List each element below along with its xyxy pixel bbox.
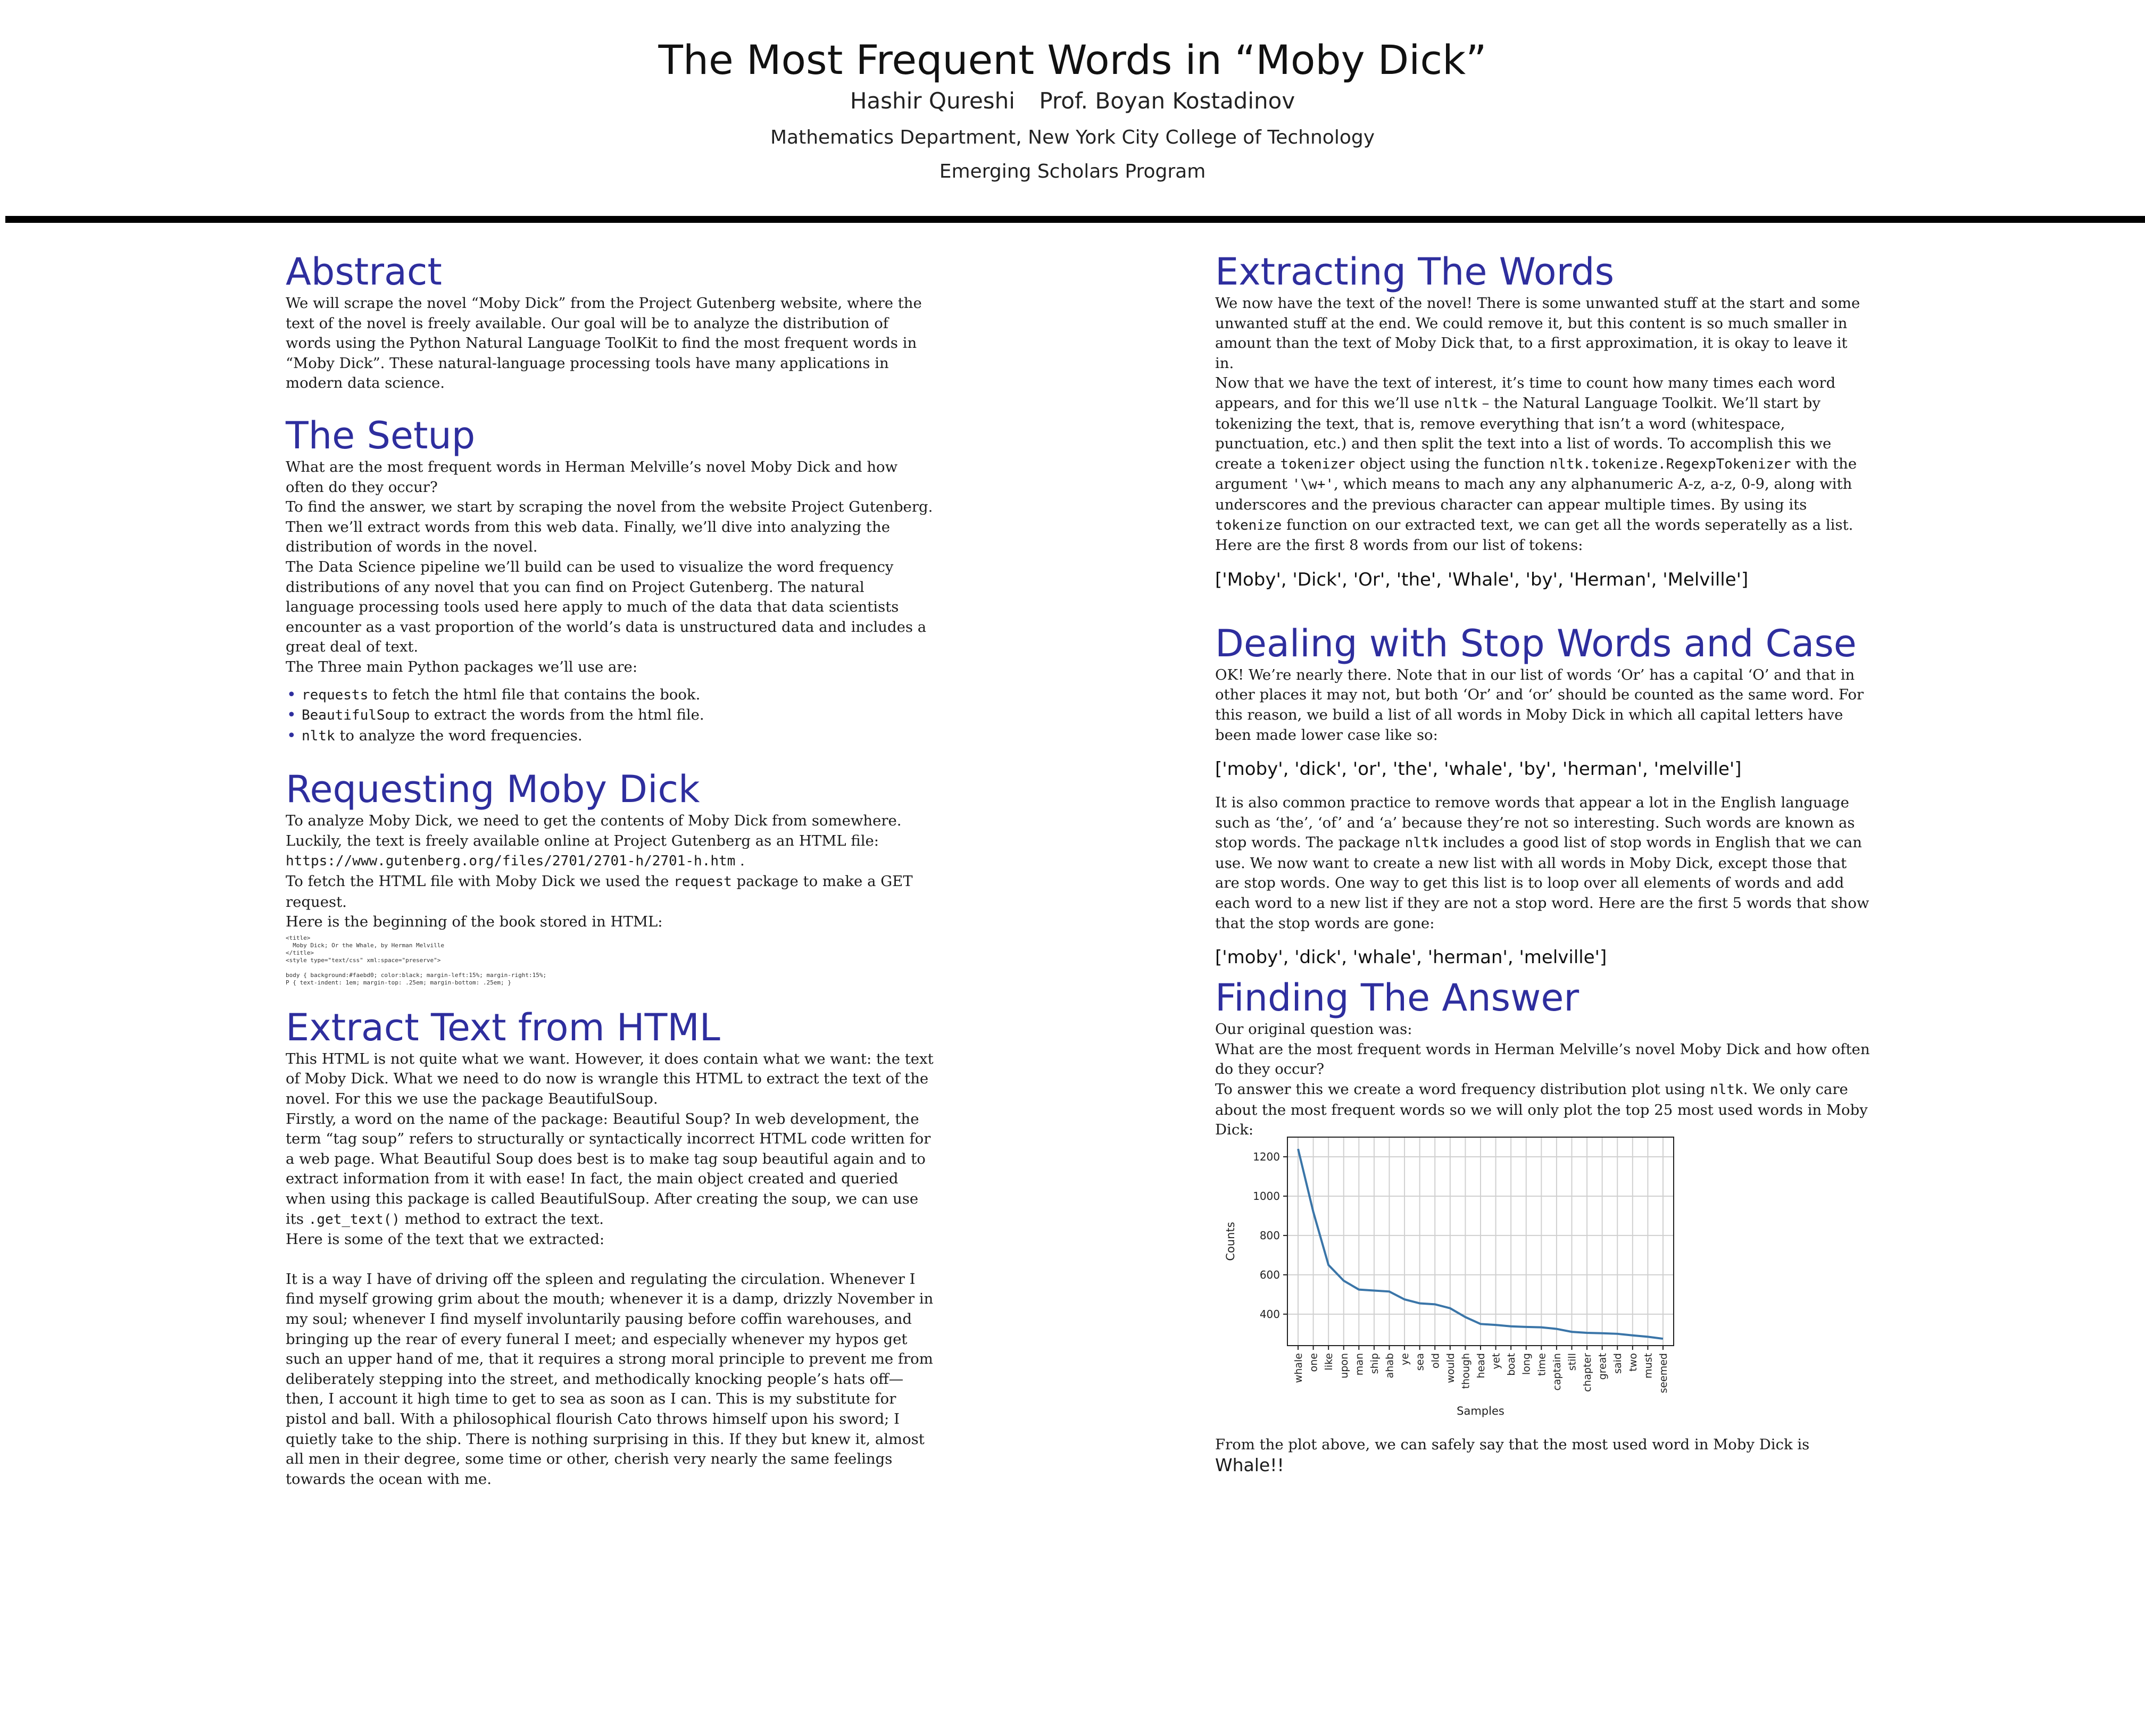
- chart-svg: [1221, 1128, 1684, 1420]
- x-tick-label: captain: [1551, 1353, 1563, 1391]
- x-tick-label: must: [1642, 1353, 1655, 1379]
- package-list: [286, 685, 937, 747]
- section-heading: Extracting The Words: [1215, 250, 1615, 294]
- bullet-icon: •: [287, 726, 296, 745]
- paragraph: To analyze Moby Dick, we need to get the contents of Moby Dick from somewhere. Luckily, the text is freely available online at Project Gutenberg as an HTML file:: [286, 812, 902, 849]
- paragraph: What are the most frequent words in Herman Melville’s novel Moby Dick and how often do they occur?: [286, 458, 898, 496]
- text-span: From the plot above, we can safely say that the most used word in Moby Dick is: [1215, 1436, 1810, 1453]
- x-tick-label: chapter: [1582, 1353, 1594, 1392]
- y-tick-label: 800: [1259, 1229, 1280, 1242]
- right-column: [1215, 250, 1870, 1140]
- token-list-no-stopwords: ['moby', 'dick', 'whale', 'herman', 'melville']: [1215, 947, 1607, 969]
- paragraph: The Three main Python packages we’ll use are:: [286, 658, 638, 675]
- paragraph: Here are the first 8 words from our list of tokens:: [1215, 537, 1583, 554]
- token-list: ['Moby', 'Dick', 'Or', 'the', 'Whale', 'by', 'Herman', 'Melville']: [1215, 569, 1749, 590]
- package-name: requests: [302, 687, 369, 703]
- paragraph: The Data Science pipeline we’ll build can be used to visualize the word frequency distributions of any novel that you can find on Project Gutenberg. The natural language processing tools used here apply to much of the data that data scientists encounter as a vast proportion of the world’s data is unstructured data and includes a great deal of text.: [286, 558, 927, 656]
- abstract-text: We will scrape the novel “Moby Dick” from the Project Gutenberg website, where the text of the novel is freely available. Our goal will be to analyze the distribution of words using the Python Natural Language ToolKit to find the most frequent words in “Moby Dick”. These natural-language processing tools have many applications in modern data science.: [286, 295, 922, 392]
- section-heading: Abstract: [286, 250, 442, 294]
- poster-title: The Most Frequent Words in “Moby Dick”: [658, 36, 1487, 84]
- x-tick-label: would: [1444, 1353, 1457, 1383]
- conclusion: [1215, 1435, 1870, 1476]
- inline-code: nltk: [1404, 835, 1439, 852]
- section-heading: Requesting Moby Dick: [286, 767, 700, 812]
- paragraph: https://www.gutenberg.org/files/2701/2701-h/2701-h.htm .: [286, 852, 745, 870]
- moby-dick-excerpt: It is a way I have of driving off the spleen and regulating the circulation. Whenever I find myself growing grim about the mouth; whenever it is a damp, drizzly November in my soul; whenever I find myself involuntarily pausing before coffin warehouses, and bringing up the rear of every funeral I meet; and especially whenever my hypos get such an upper hand of me, that it requires a strong moral principle to prevent me from deliberately stepping into the street, and methodically knocking people’s hats off—then, I account it high time to get to sea as soon as I can. This is my substitute for pistol and ball. With a philosophical flourish Cato throws himself upon his sword; I quietly take to the ship. There is nothing surprising in this. If they but knew it, almost all men in their degree, some time or other, cherish very nearly the same feelings towards the ocean with me.: [286, 1270, 934, 1488]
- package-name: nltk: [302, 728, 335, 744]
- paragraph: To find the answer, we start by scraping the novel from the website Project Gutenberg. Then we’ll extract words from this web data. Finally, we’ll dive into analyzing the distribution of words in the novel.: [286, 498, 933, 556]
- x-tick-label: ahab: [1384, 1353, 1396, 1379]
- text-span: To fetch the HTML file with Moby Dick we used the: [286, 873, 669, 890]
- package-name: BeautifulSoup: [302, 707, 410, 724]
- paragraph: This HTML is not quite what we want. However, it does contain what we want: the text of Moby Dick. What we need to do now is wrangle this HTML to extract the text of the novel. For this we use the package BeautifulSoup.: [286, 1050, 934, 1108]
- y-axis-label: Counts: [1224, 1222, 1237, 1261]
- bullet-icon: •: [287, 685, 296, 704]
- abstract-section: [286, 250, 937, 394]
- text-span: It is also common practice to remove words that appear a lot in the English language such as ‘the’, ‘of’ and ‘a’ because they’re not so interesting. Such words are known as stop words. The package: [1215, 794, 1855, 852]
- paragraph: [286, 872, 937, 912]
- text-span: function on our extracted text, we can get all the words seperatelly as a list.: [1286, 516, 1853, 533]
- paragraph: [286, 1109, 937, 1230]
- gutenberg-url: https://www.gutenberg.org/files/2701/2701-h/2701-h.htm: [286, 853, 736, 870]
- text-span: package to make a GET request.: [286, 873, 913, 911]
- list-item: [286, 726, 937, 747]
- x-tick-label: man: [1353, 1353, 1366, 1376]
- x-tick-label: one: [1308, 1353, 1320, 1372]
- paragraph: What are the most frequent words in Herman Melville’s novel Moby Dick and how often do they occur?: [1215, 1040, 1870, 1078]
- paragraph: Here is some of the text that we extracted:: [286, 1231, 605, 1248]
- y-tick-label: 1000: [1253, 1189, 1280, 1203]
- answer-section: [1215, 976, 1870, 1140]
- html-snippet: <title> Moby Dick; Or the Whale, by Herman Melville </title> <style type="text/css" xml:space="preserve"> body { background:#faebd0; color:black; margin-left:15%; margin-right:15%; P { text-indent: 1em; margin-top: .25em; margin-bottom: .25em; }: [286, 934, 547, 986]
- section-heading: The Setup: [286, 413, 476, 457]
- x-tick-label: still: [1566, 1353, 1578, 1371]
- x-tick-label: old: [1429, 1353, 1442, 1368]
- paragraph: OK! We’re nearly there. Note that in our list of words ‘Or’ has a capital ‘O’ and that in other places it may not, but both ‘Or’ and ‘or’ should be counted as the same word. For this reason, we build a list of all words in Moby Dick in which all capital letters have been made lower case like so:: [1215, 666, 1864, 744]
- bullet-icon: •: [287, 706, 296, 725]
- program-name: Emerging Scholars Program: [939, 161, 1206, 182]
- inline-code: request: [674, 874, 732, 890]
- x-tick-label: like: [1323, 1353, 1335, 1371]
- affiliation: Mathematics Department, New York City College of Technology: [770, 127, 1375, 148]
- x-tick-label: sea: [1414, 1353, 1426, 1371]
- left-column: [286, 250, 937, 1489]
- text-span: – the Natural Language Toolkit. We’ll start by tokenizing the text, that is, remove everything that isn’t a word (whitespace, punctuation, etc.) and then split the text into a list of words. To accomplish this we create a: [1215, 394, 1832, 472]
- paragraph: [1215, 793, 1870, 933]
- token-list-lowercase: ['moby', 'dick', 'or', 'the', 'whale', 'by', 'herman', 'melville']: [1215, 758, 1742, 780]
- section-heading: Dealing with Stop Words and Case: [1215, 621, 1857, 665]
- inline-code: tokenizer: [1280, 456, 1356, 472]
- paragraph: [1215, 1435, 1870, 1476]
- x-tick-label: whale: [1293, 1353, 1305, 1383]
- x-tick-label: head: [1475, 1353, 1487, 1379]
- paragraph: Here is the beginning of the book stored in HTML:: [286, 913, 663, 931]
- list-item: [286, 685, 937, 706]
- paragraph: [1215, 373, 1870, 536]
- x-tick-label: long: [1520, 1353, 1533, 1375]
- inline-code: .get_text(): [308, 1211, 400, 1228]
- inline-code: '\w+': [1292, 477, 1334, 493]
- text-span: method to extract the text.: [404, 1210, 604, 1228]
- x-tick-label: boat: [1506, 1353, 1518, 1376]
- x-tick-label: two: [1627, 1353, 1639, 1372]
- text-span: Now that we have the text of interest, it’s time to count how many times each word appears, and for this we’ll use: [1215, 374, 1836, 412]
- inline-code: nltk: [1710, 1082, 1743, 1098]
- setup-section: [286, 414, 937, 746]
- paragraph: We now have the text of the novel! There is some unwanted stuff at the start and some unwanted stuff at the end. We could remove it, but this content is so much smaller in amount than the text of Moby Dick that, to a first approximation, it is okay to leave it in.: [1215, 295, 1860, 372]
- inline-code: tokenize: [1215, 517, 1282, 533]
- stopwords-section: [1215, 622, 1870, 969]
- text-span: object using the function: [1360, 455, 1545, 472]
- extract-html-section: [286, 1006, 937, 1489]
- package-desc: to analyze the word frequencies.: [339, 727, 583, 744]
- text-span: includes a good list of stop words in English that we can use. We now want to create a new list with all words in Moby Dick, except those that are stop words. One way to get this list is to loop over all elements of words and add each word to a new list if they are not a stop word. Here are the first 5 words that show that the stop words are gone:: [1215, 834, 1869, 932]
- header-divider: [5, 216, 2145, 223]
- x-tick-label: though: [1460, 1353, 1472, 1389]
- text-span: Firstly, a word on the name of the package: Beautiful Soup? In web development, the term “tag soup” refers to structurally or syntactically incorrect HTML code written for a web page. What Beautiful Soup does best is to make tag soup beautiful again and to extract information from it with ease! In fact, the main object created and queried when using this package is called BeautifulSoup. After creating the soup, we can use its: [286, 1110, 931, 1228]
- text-span: . We only care about the most frequent words so we will only plot the top 25 most used words in Moby Dick:: [1215, 1081, 1868, 1139]
- x-tick-label: time: [1536, 1353, 1548, 1376]
- x-axis-label: Samples: [1457, 1405, 1504, 1417]
- answer-word: Whale!!: [1215, 1454, 1284, 1475]
- package-desc: to extract the words from the html file.: [414, 706, 704, 724]
- word-frequency-chart: [1221, 1128, 1684, 1420]
- x-tick-label: ye: [1399, 1353, 1411, 1365]
- text-span: with the argument: [1215, 455, 1857, 493]
- x-tick-label: great: [1597, 1353, 1609, 1380]
- text-span: To answer this we create a word frequency distribution plot using: [1215, 1081, 1706, 1098]
- extracting-words-section: [1215, 250, 1870, 591]
- y-tick-label: 600: [1259, 1268, 1280, 1281]
- paragraph: Our original question was:: [1215, 1021, 1412, 1038]
- package-desc: to fetch the html file that contains the book.: [372, 686, 701, 703]
- x-tick-label: yet: [1490, 1353, 1502, 1370]
- inline-code: nltk.tokenize.RegexpTokenizer: [1549, 456, 1791, 472]
- inline-code: nltk: [1444, 395, 1477, 412]
- y-tick-label: 1200: [1253, 1150, 1280, 1163]
- author-name: Hashir Qureshi: [850, 88, 1015, 114]
- x-tick-label: seemed: [1657, 1353, 1669, 1393]
- x-tick-label: ship: [1368, 1353, 1381, 1374]
- author-name: Prof. Boyan Kostadinov: [1039, 88, 1295, 114]
- y-tick-label: 400: [1259, 1307, 1280, 1321]
- section-heading: Finding The Answer: [1215, 976, 1579, 1020]
- list-item: [286, 705, 937, 726]
- x-tick-label: said: [1612, 1353, 1624, 1374]
- x-tick-label: upon: [1338, 1353, 1350, 1379]
- requesting-section: [286, 767, 937, 987]
- section-heading: Extract Text from HTML: [286, 1005, 720, 1049]
- authors: [0, 82, 2145, 120]
- text-span: , which means to mach any any alphanumeric A-z, a-z, 0-9, along with underscores and the previous character can appear multiple times. By using its: [1215, 475, 1852, 513]
